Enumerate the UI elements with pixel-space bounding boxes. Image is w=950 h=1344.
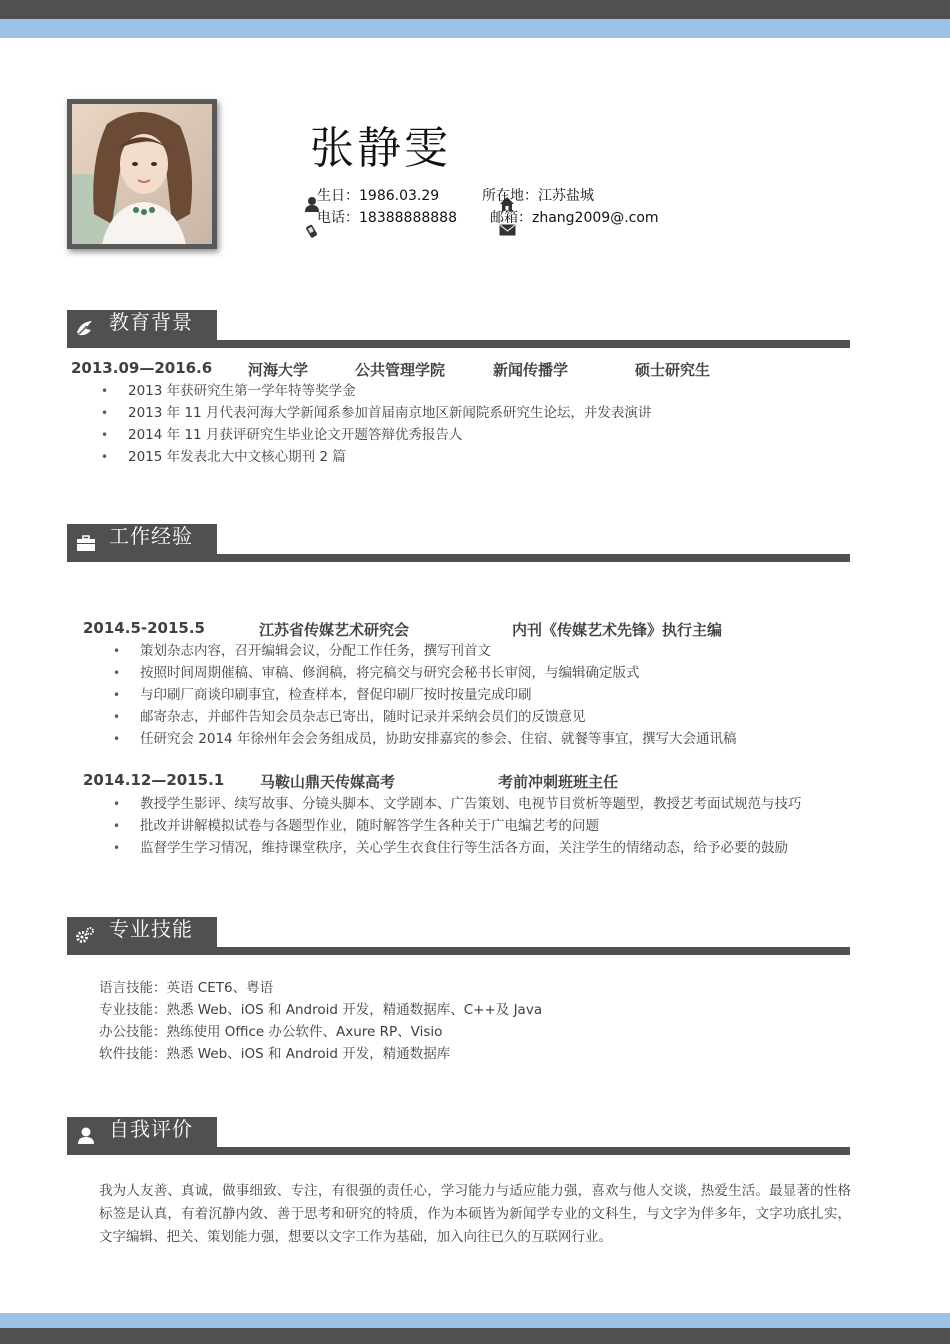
skills-header-line	[67, 947, 850, 955]
list-item: • 2013 年获研究生第一学年特等奖学金	[128, 380, 651, 402]
bottom-dark-band	[0, 1328, 950, 1344]
phone-info	[317, 207, 457, 227]
phone-label: 电话：	[317, 210, 359, 226]
location-info	[482, 185, 594, 205]
profile-photo	[67, 99, 217, 249]
self-eval-header-line	[67, 1147, 850, 1155]
list-item: • 任研究会 2014 年徐州年会会务组成员，协助安排嘉宾的参会、住宿、就餐等事宜，撰写大会通讯稿	[140, 728, 736, 750]
job2-org: 马鞍山鼎天传媒高考	[260, 773, 396, 791]
email-label: 邮箱：	[490, 210, 532, 226]
list-item: • 策划杂志内容，召开编辑会议，分配工作任务，撰写刊首文	[140, 640, 736, 662]
job1-list	[140, 640, 736, 750]
skills-list	[99, 977, 542, 1065]
list-item: • 2014 年 11 月获评研究生毕业论文开题答辩优秀报告人	[128, 424, 651, 446]
self-eval-text: 我为人友善、真诚，做事细致、专注，有很强的责任心，学习能力与适应能力强，喜欢与他人交谈，热爱生活。最显著的性格标签是认真，有着沉静内敛、善于思考和研究的特质，作为本硕皆为新闻学专业的文科生，与文字为伴多年，文字功底扎实，文字编辑、把关、策划能力强，想要以文字工作为基础，加入向往已久的互联网行业。	[99, 1183, 851, 1245]
work-title: 工作经验	[109, 524, 193, 548]
job2-role: 考前冲刺班班主任	[498, 773, 619, 791]
top-dark-band	[0, 0, 950, 19]
list-item: • 邮寄杂志，并邮件告知会员杂志已寄出，随时记录并采纳会员们的反馈意见	[140, 706, 736, 728]
bottom-blue-band	[0, 1313, 950, 1328]
birth-info	[317, 185, 439, 205]
user-icon	[76, 1125, 96, 1145]
job2-period: 2014.12—2015.1	[83, 771, 225, 789]
job1-role: 内刊《传媒艺术先锋》执行主编	[512, 621, 723, 639]
education-list	[128, 380, 651, 468]
education-degree: 硕士研究生	[635, 361, 711, 379]
location-value: 江苏盐城	[538, 188, 594, 204]
education-college: 公共管理学院	[355, 361, 446, 379]
top-blue-band	[0, 19, 950, 38]
gears-icon	[75, 925, 95, 945]
list-item: • 与印刷厂商谈印刷事宜，检查样本，督促印刷厂按时按量完成印刷	[140, 684, 736, 706]
birth-value: 1986.03.29	[359, 188, 440, 204]
work-header-line	[67, 554, 850, 562]
education-major: 新闻传播学	[493, 361, 569, 379]
job2-list	[140, 793, 802, 859]
skill-item: 专业技能：熟悉 Web、iOS 和 Android 开发，精通数据库、C++及 Java	[99, 1002, 543, 1018]
job1-period: 2014.5-2015.5	[83, 619, 205, 637]
email-value: zhang2009@.com	[532, 210, 659, 226]
list-item: • 2015 年发表北大中文核心期刊 2 篇	[128, 446, 651, 468]
list-item: • 监督学生学习情况，维持课堂秩序，关心学生衣食住行等生活各方面，关注学生的情绪动态，给予必要的鼓励	[140, 837, 802, 859]
phone-value: 18388888888	[359, 210, 457, 226]
skill-item: 办公技能：熟练使用 Office 办公软件、Axure RP、Visio	[99, 1024, 443, 1040]
skill-item: 软件技能：熟悉 Web、iOS 和 Android 开发，精通数据库	[99, 1046, 451, 1062]
education-school: 河海大学	[248, 361, 309, 379]
list-item: • 按照时间周期催稿、审稿、修润稿，将完稿交与研究会秘书长审阅，与编辑确定版式	[140, 662, 736, 684]
education-header-line	[67, 340, 850, 348]
list-item: • 教授学生影评、续写故事、分镜头脚本、文学剧本、广告策划、电视节目赏析等题型，教授艺考面试规范与技巧	[140, 793, 802, 815]
location-label: 所在地：	[482, 188, 538, 204]
skill-item: 语言技能：英语 CET6、粤语	[99, 980, 274, 996]
briefcase-icon	[76, 533, 96, 553]
candidate-name: 张静雯	[310, 123, 451, 174]
birth-label: 生日：	[317, 188, 359, 204]
self-eval-title: 自我评价	[109, 1117, 193, 1141]
list-item: • 批改并讲解模拟试卷与各题型作业，随时解答学生各种关于广电编艺考的问题	[140, 815, 802, 837]
list-item: • 2013 年 11 月代表河海大学新闻系参加首届南京地区新闻院系研究生论坛，并发表演讲	[128, 402, 651, 424]
skills-title: 专业技能	[109, 917, 193, 941]
graduation-icon	[75, 318, 95, 338]
email-info	[490, 207, 659, 227]
education-period: 2013.09—2016.6	[71, 359, 213, 377]
job1-org: 江苏省传媒艺术研究会	[259, 621, 410, 639]
education-title: 教育背景	[109, 310, 193, 334]
